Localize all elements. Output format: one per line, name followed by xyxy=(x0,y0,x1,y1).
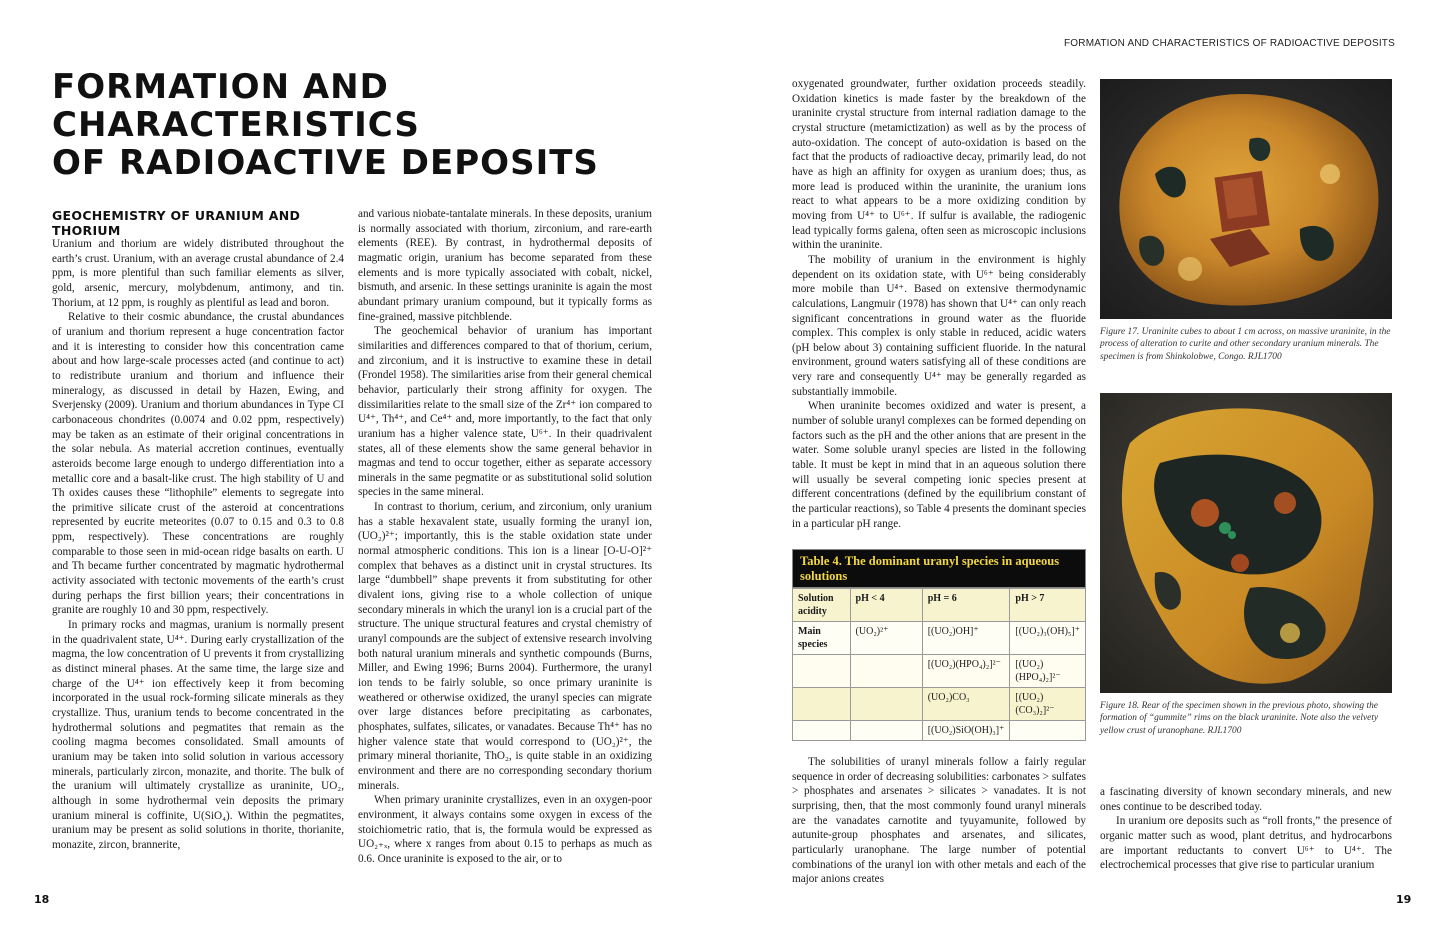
uranyl-species-table xyxy=(792,588,1086,741)
paragraph: In primary rocks and magmas, uranium is normally present in the quadrivalent state, U⁴⁺. During early crystallization of the magma, the low concentration of U prevents it from crystallizing as distinct mineral phases. At the same time, the large size and charge of the U⁴⁺ ion effectively keep it from becoming incorporated in the usual rock-forming silicate minerals as they crystallize. Thus, uranium tends to become concentrated in the hydrothermal solutions and pegmatites that remain as the cooling magma becomes consolidated. Small amounts of uranium may be taken into solid solution in various accessory minerals, particularly zircon, monazite, and thorite. The bulk of the uranium will ultimately crystallize as uraninite, UO₂, although in some hydrothermal vein deposits the primary uranium mineral is coffinite, U(SiO₄). Within the pegmatites, uranium may be present as solid solutions in thorite, thorianite, monazite, zircon, brannerite, xyxy=(52,619,344,851)
text-column-3-lower xyxy=(792,755,1086,886)
paragraph: In contrast to thorium, cerium, and zirconium, only uranium has a stable hexavalent state, usually forming the uranyl ion, (UO₂)²⁺; importantly, this is the stable oxidation state under normal atmospheric conditions. This ion is a linear [O-U-O]²⁺ complex that behaves as a distinct unit in crystal structures. Its large “dumbbell” shape prevents it from substituting for other divalent ions, giving rise to a whole collection of unique secondary minerals in which the uranyl ion is a crucial part of the structure. The unique structural features and crystal chemistry of uranyl compounds are the subject of extensive research involving both natural uranium minerals and synthetic compounds (Burns, Miller, and Ewing 1996; Burns 2004). Furthermore, the uranyl ion tends to be fairly soluble, so once primary uraninite is weathered or otherwise oxidized, the uranyl species can migrate over large distances before precipitating as carbonates, phosphates, sulfates, silicates, or vanadates. Because Th⁴⁺ has no higher valence state that would correspond to (UO₂)²⁺, the primary mineral thorianite, ThO₂, is quite stable in an oxidizing environment and there are no corresponding secondary thorium minerals. xyxy=(358,501,652,792)
table-cell: pH < 4 xyxy=(850,589,922,622)
table-cell: (UO₂)CO₃ xyxy=(922,688,1010,721)
paragraph: In uranium ore deposits such as “roll fronts,” the presence of organic matter such as wood, plant detritus, and hydrocarbons are important reductants to convert U⁶⁺ to U⁴⁺. The electrochemical processes that give rise to particular uranium xyxy=(1100,815,1392,872)
paragraph: When primary uraninite crystallizes, even in an oxygen-poor environment, it always contains some oxygen in excess of the stoichiometric ratio, that is, the formula would be expressed as UO₂₊ₓ, where x ranges from about 0.15 to perhaps as much as 0.6. Once uraninite is exposed to the air, or to xyxy=(358,794,652,865)
table-cell: pH > 7 xyxy=(1010,589,1086,622)
paragraph: and various niobate-tantalate minerals. In these deposits, uranium is normally associated with thorium, zirconium, and rare-earth elements (REE). By contrast, in hydrothermal deposits of magmatic origin, uranium has become separated from these elements and is more typically associated with cobalt, nickel, bismuth, and arsenic. In these settings uraninite is again the most abundant primary uranium compound, but it typically forms as fine-grained, massive pitchblende. xyxy=(358,208,652,323)
table-header-row xyxy=(793,589,1086,622)
mineral-specimen-image xyxy=(1100,79,1392,319)
table-cell: Main species xyxy=(793,622,851,655)
table-cell xyxy=(1010,721,1086,741)
figure-18-caption: Figure 18. Rear of the specimen shown in the previous photo, showing the formation of “gummite” rims on the black uraninite. Note also the velvety yellow crust of uranophane. RJL1700 xyxy=(1100,701,1379,736)
table-cell: [(UO₂)SiO(OH)₃]⁺ xyxy=(922,721,1010,741)
paragraph: The solubilities of uranyl minerals follow a fairly regular sequence in order of decreasing solubilities: carbonates > sulfates > phosphates and arsenates > silicates > vanadates. It is not surprising, then, that the most commonly found uranyl minerals are the vanadates carnotite and tyuyamunite, followed by autunite-group phosphates and arsenates, and silicates, particularly uranophane. The large number of potential combinations of the uranyl ion with other metals and each of the major anions creates xyxy=(792,756,1086,886)
paragraph: Relative to their cosmic abundance, the crustal abundances of uranium and thorium represent a huge concentration factor and it is interesting to consider how this concentration came about and how large-scale processes acted (and continue to act) to redistribute uranium and thorium and influence their mineralogy, as discussed in detail by Hazen, Ewing, and Sverjensky (2009). Uranium and thorium abundances in Type CI carbonaceous chondrites (0.0074 and 0.02 ppm, respectively) may be taken as an estimate of their original concentrations in the solar nebula. As material accretion continues, eventually asteroids become large enough to undergo differentiation into a metallic core and a basalt-like crust. The high stability of U and Th oxides causes these “lithophile” elements to segregate into the primitive silicate crust of the asteroid at concentrations represented by eucrite meteorites (0.07 to 0.15 and 0.3 to 0.8 ppm, respectively). These concentrations are roughly comparable to those seen in mid-ocean ridge basalts on earth. U and Th became further concentrated by magmatic hydrothermal activity associated with tectonic movements of the earth’s crust during perhaps the first billion years; their concentrations in granite are roughly 10 and 30 ppm, respectively. xyxy=(52,311,344,617)
chapter-title-line-1: FORMATION AND CHARACTERISTICS xyxy=(52,67,420,145)
page-number-left: 18 xyxy=(34,893,50,906)
chapter-title-line-2: OF RADIOACTIVE DEPOSITS xyxy=(52,143,599,183)
table-cell: [(UO₂)(HPO₄)₂]²⁻ xyxy=(922,655,1010,688)
table-cell: [(UO₂)(HPO₄)₂]²⁻ xyxy=(1010,655,1086,688)
table-cell: [(UO₂)₃(OH)₅]⁺ xyxy=(1010,622,1086,655)
table-cell: [(UO₂)OH]⁺ xyxy=(922,622,1010,655)
table-4 xyxy=(792,549,1086,741)
paragraph: Uranium and thorium are widely distributed throughout the earth’s crust. Uranium, with an average crustal abundance of 2.4 ppm, is more plentiful than such familiar elements as silver, gold, arsenic, mercury, molybdenum, antimony, and tin. Thorium, at 12 ppm, is roughly as plentiful as lead and boron. xyxy=(52,238,344,309)
paragraph: oxygenated groundwater, further oxidation proceeds steadily. Oxidation kinetics is made faster by the breakdown of the uraninite crystal structure from internal radiation damage to the crystal structure (metamictization) as well as by the process of auto-oxidation. The concept of auto-oxidation is based on the fact that the products of radioactive decay, primarily lead, do not have as high an affinity for oxygen as uranium does; thus, as more lead is produced within the uraninite, the uranium ions react to what appears to be a more oxidizing condition by moving from U⁴⁺ to U⁶⁺. If sulfur is available, the radiogenic lead typically forms galena, often seen as microscopic inclusions within the uraninite. xyxy=(792,78,1086,252)
paragraph: The mobility of uranium in the environment is highly dependent on its oxidation state, with U⁶⁺ being considerably more mobile than U⁴⁺. Based on extensive thermodynamic calculations, Langmuir (1978) has shown that U⁴⁺ can only reach significant concentrations in ground water as the fluoride complex. This complex is only stable in reduced, acidic waters (pH below about 3) containing sufficient fluoride. In the natural environment, ground waters satisfying all of these conditions are very rare and consequently U⁴⁺ may be generally regarded as substantially immobile. xyxy=(792,253,1086,398)
text-column-4-lower xyxy=(1100,785,1392,879)
text-column-3 xyxy=(792,77,1086,530)
table-row xyxy=(793,688,1086,721)
paragraph: a fascinating diversity of known secondary minerals, and new ones continue to be described today. xyxy=(1100,786,1392,813)
table-cell: pH = 6 xyxy=(922,589,1010,622)
chapter-title xyxy=(52,68,692,182)
table-row xyxy=(793,721,1086,741)
table-cell: (UO₂)²⁺ xyxy=(850,622,922,655)
table-cell: [(UO₂)(CO₃)₂]²⁻ xyxy=(1010,688,1086,721)
table-row xyxy=(793,622,1086,655)
table-cell xyxy=(793,655,851,688)
table-cell xyxy=(850,688,922,721)
table-row xyxy=(793,655,1086,688)
mineral-specimen-image xyxy=(1100,393,1392,693)
text-column-1 xyxy=(52,237,344,879)
paragraph: The geochemical behavior of uranium has important similarities and differences compared to that of thorium, cerium, and zirconium, and it is instructive to examine these in detail (Frondel 1958). The similarities arise from their general chemical behavior, particularly their strong affinity for oxygen. The dissimilarities relate to the small size of the Zr⁴⁺ ion compared to U⁴⁺, Th⁴⁺, and Ce⁴⁺ and, more importantly, to the fact that only uranium has a higher valence state, U⁶⁺. In their quadrivalent states, all of these elements show the same general behavior in magmas and tend to occur together, either as separate accessory minerals in the same pegmatite or as substitutional solid solution species in the same mineral. xyxy=(358,325,652,499)
table-cell xyxy=(793,721,851,741)
running-head: FORMATION AND CHARACTERISTICS OF RADIOACTIVE DEPOSITS xyxy=(1063,38,1395,49)
figure-17-photo xyxy=(1100,79,1392,319)
figure-17-caption: Figure 17. Uraninite cubes to about 1 cm across, on massive uraninite, in the process of alteration to curite and other secondary uranium minerals. The specimen is from Shinkolobwe, Congo. RJL1700 xyxy=(1100,327,1391,362)
section-heading: GEOCHEMISTRY OF URANIUM AND THORIUM xyxy=(52,208,301,238)
paragraph: When uraninite becomes oxidized and water is present, a number of soluble uranyl complexes can be formed depending on factors such as the pH and the other anions that are present in the water. Some soluble uranyl species are listed in the following table. It must be kept in mind that in an aqueous solution there will usually be several competing ionic species present at different concentrations (defined by the equilibrium constant of the particular reactions), so Table 4 presents the dominant species in a particular pH range. xyxy=(792,400,1086,530)
table-cell: Solution acidity xyxy=(793,589,851,622)
figure-18-photo xyxy=(1100,393,1392,693)
text-column-2 xyxy=(358,207,652,879)
table-caption: Table 4. The dominant uranyl species in aqueous solutions xyxy=(792,549,1086,588)
page-number-right: 19 xyxy=(1396,893,1412,906)
table-cell xyxy=(793,688,851,721)
table-cell xyxy=(850,655,922,688)
table-cell xyxy=(850,721,922,741)
